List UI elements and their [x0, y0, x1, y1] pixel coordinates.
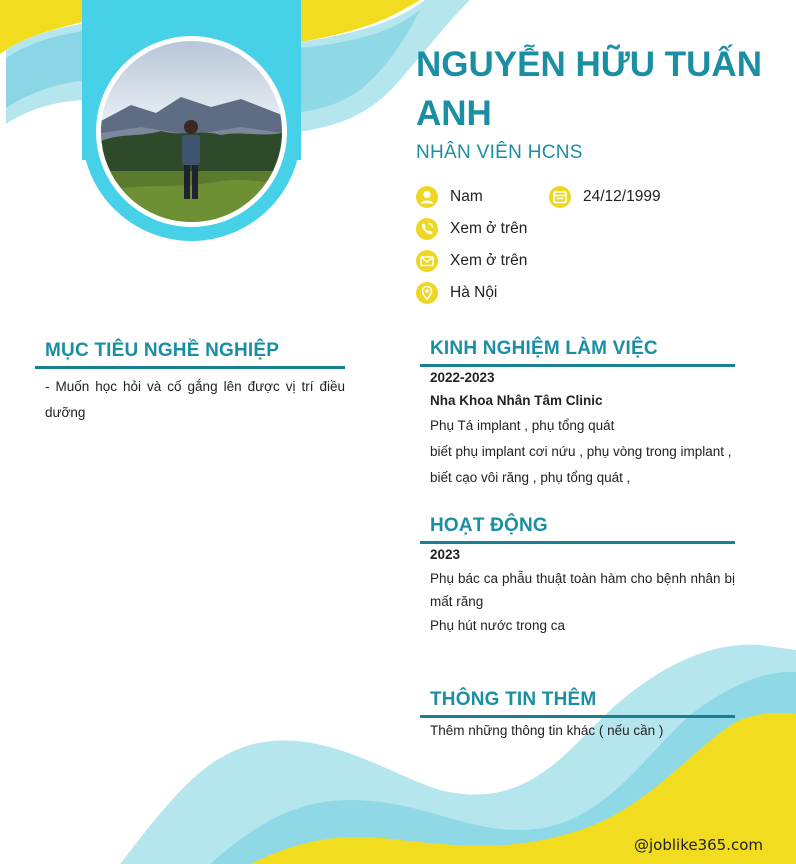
phone-icon: [416, 218, 438, 240]
calendar-icon: [549, 186, 571, 208]
person-icon: [416, 186, 438, 208]
address-value: Hà Nội: [450, 284, 498, 301]
watermark-text: @joblike365.com: [634, 836, 764, 854]
address-row: [416, 282, 497, 304]
mail-icon: [416, 250, 438, 272]
birthday-row: [549, 186, 661, 208]
full-name: NGUYỄN HỮU TUẤN ANH: [416, 45, 762, 133]
activities-line-1: Phụ bác ca phẫu thuật toàn hàm cho bệnh nhân bị mất răng: [430, 571, 735, 609]
email-value: Xem ở trên: [450, 252, 528, 269]
activities-divider: [420, 541, 735, 544]
profile-photo-image: [101, 41, 282, 222]
objective-divider: [35, 366, 345, 369]
email-row: [416, 250, 527, 272]
experience-company: Nha Khoa Nhân Tâm Clinic: [430, 393, 603, 408]
extra-title: THÔNG TIN THÊM: [430, 689, 597, 710]
activities-title: HOẠT ĐỘNG: [430, 515, 548, 536]
location-pin-icon: [416, 282, 438, 304]
gender-value: Nam: [450, 188, 483, 205]
objective-text: - Muốn học hỏi và cố gắng lên được vị trí điều dưỡng: [45, 379, 345, 420]
objective-title: MỤC TIÊU NGHỀ NGHIỆP: [45, 340, 280, 361]
phone-value: Xem ở trên: [450, 220, 528, 237]
profile-photo: [101, 41, 282, 222]
phone-row: [416, 218, 527, 240]
extra-text: Thêm những thông tin khác ( nếu cần ): [430, 723, 664, 738]
experience-position: Phụ Tá implant , phụ tổng quát: [430, 418, 615, 433]
birthday-value: 24/12/1999: [583, 188, 661, 205]
job-title: NHÂN VIÊN HCNS: [416, 142, 583, 163]
experience-title: KINH NGHIỆM LÀM VIỆC: [430, 338, 658, 359]
experience-period: 2022-2023: [430, 370, 495, 385]
activities-year: 2023: [430, 547, 461, 562]
activities-line-2: Phụ hút nước trong ca: [430, 618, 565, 633]
gender-row: [416, 186, 483, 208]
experience-description: biết phụ implant cơi nứu , phụ vòng trong implant , biết cạo vôi răng , phụ tổng quát ,: [430, 444, 732, 485]
